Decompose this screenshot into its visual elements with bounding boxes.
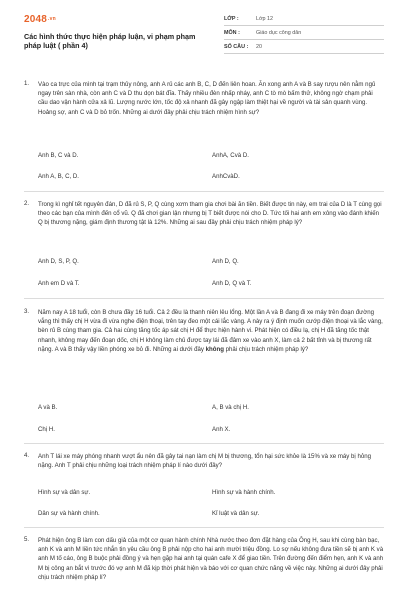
question-number: 4. bbox=[24, 452, 30, 459]
logo-suffix: .vn bbox=[48, 16, 56, 22]
question-text bbox=[38, 308, 384, 354]
count-value: 20 bbox=[256, 43, 262, 50]
divider bbox=[24, 191, 384, 192]
question-3-option-3[interactable]: Chị H. bbox=[38, 426, 55, 433]
question-1-option-1[interactable]: Anh B, C và D. bbox=[38, 152, 79, 159]
question-text: Anh T lái xe máy phóng nhanh vượt ẩu nên đã gây tai nạn làm chị M bị thương, tổn hại sức khỏe là 15% và xe máy bị hỏng nặng. Anh T phải chịu những loại trách nhiệm pháp lí nào dưới đây? bbox=[38, 453, 372, 470]
info-row-count bbox=[224, 40, 384, 54]
question-4-option-3[interactable]: Dân sự và hành chính. bbox=[38, 510, 100, 517]
divider bbox=[24, 527, 384, 528]
info-row-subject bbox=[224, 26, 384, 40]
class-value: Lớp 12 bbox=[256, 15, 274, 22]
question-text: Trong kì nghỉ tết nguyên đán, D đã rủ S, P, Q cùng xơm tham gia chơi bài ăn tiền. Biết được tin này, em trai của D là T cùng gọi theo các bạn của mình đến cổ vũ. Q đã chơi gian lận nhưng bị T biết được nói cho D. Tức tối hai anh em xông vào đánh khiến Q bị thương nặng, giám định thương tật là 12%. Những ai sau đây phải chịu trách nhiệm pháp lý? bbox=[38, 201, 382, 227]
question-text-part: phải chịu trách nhiệm pháp lý? bbox=[223, 345, 309, 353]
question-text-part: Năm nay A 18 tuổi, còn B chưa đầy 16 tuổi. Cả 2 đều là thanh niên lêu lổng. Một lần A và B đang đi xe máy trên đoạn đường vắng thì thấy chị H vừa đi vừa nghe điện thoại, trên tay đeo một cái lắc vàng. A này ra ý định muốn cướp điện thoại và lắc vàng, bèn rủ B cùng tham gia. Cả hai cùng tăng tốc áp sát chị H để thực hiện hành vi. Phát hiện có điều lạ, chị H đã tăng tốc thật nhanh, không may đến đoạn dốc, chị H không làm chủ được tay lái đã đâm xe vào anh X, làm cả 2 bất tỉnh và bị thương rất nặng. A và B thấy vậy liền phóng xe bỏ đi. Những ai dưới đây bbox=[38, 309, 383, 353]
question-emphasis: không bbox=[205, 345, 224, 353]
question-2-option-3[interactable]: Anh em D và T. bbox=[38, 280, 80, 287]
question-3-option-1[interactable]: A và B. bbox=[38, 404, 58, 411]
divider bbox=[24, 443, 384, 444]
subject-value: Giáo dục công dân bbox=[256, 29, 302, 36]
question-4-option-1[interactable]: Hình sự và dân sự. bbox=[38, 489, 91, 496]
info-row-class bbox=[224, 12, 384, 26]
question-number: 1. bbox=[24, 80, 30, 87]
question-number: 5. bbox=[24, 536, 30, 543]
question-1-option-4[interactable]: AnhCvàD. bbox=[212, 173, 240, 180]
question-1-option-3[interactable]: Anh A, B, C, D. bbox=[38, 173, 79, 180]
question-1-option-2[interactable]: AnhA, Cvà D. bbox=[212, 152, 249, 159]
info-table bbox=[224, 12, 384, 54]
worksheet-title: Các hình thức thực hiện pháp luận, vi phạm phạm pháp luật ( phần 4) bbox=[24, 32, 196, 50]
question-text: Phát hiện ông B làm con dấu giả của một cơ quan hành chính Nhà nước theo đơn đặt hàng của Ông H, sau khi cùng bàn bạc, anh K và anh M liền tức nhắn tin yêu cầu ông B phải nộp cho hai anh mười triệu đồng. Lo sợ nếu không đưa tiền sẽ bị anh K và anh M tố cáo, ông B buộc phải đồng ý và hẹn gặp hai anh tại quán cafe X để giao tiền. Trên đường đến điểm hẹn, anh K và anh M bị công an bắt vì trước đó vợ anh M đã kịp thời phát hiện và báo với cơ quan chức năng về việc này. Những ai dưới đây phải chịu trách nhiệm pháp lí? bbox=[38, 537, 384, 581]
question-2-option-1[interactable]: Anh D, S, P, Q. bbox=[38, 258, 79, 265]
question-3-option-2[interactable]: A, B và chị H. bbox=[212, 404, 249, 411]
question-2-option-4[interactable]: Anh D, Q và T. bbox=[212, 280, 252, 287]
question-4-option-4[interactable]: Kỉ luật và dân sự. bbox=[212, 510, 260, 517]
count-label: SỐ CÂU : bbox=[224, 43, 249, 50]
question-number: 3. bbox=[24, 308, 30, 315]
worksheet-header bbox=[0, 0, 400, 62]
subject-label: MÔN : bbox=[224, 29, 240, 36]
divider bbox=[24, 298, 384, 299]
question-3-option-4[interactable]: Anh X. bbox=[212, 426, 231, 433]
question-text: Vào ca trực của mình tại trạm thủy nông, anh A rủ các anh B, C, D đến liên hoan. Ăn xong anh A và B say rượu nên nằm ngủ ngay trên sàn nhà, còn anh C và D thu dọn bát đĩa. Thấy nhiều đèn nhấp nháy, anh C tò mò bấm thử, không ngờ chạm phải cầu dao vận hành cửa xả lũ. Lượng nước lớn, tốc độ xả nhanh đã gây ngập làm thiệt hại về người và tài sản quanh vùng. Hoảng sợ, anh C và D bỏ trốn. Những ai dưới đây phải chịu trách nhiệm hình sự? bbox=[38, 81, 376, 116]
logo-text: 2048 bbox=[24, 14, 48, 25]
question-2-option-2[interactable]: Anh D, Q. bbox=[212, 258, 239, 265]
question-4-option-2[interactable]: Hình sự và hành chính. bbox=[212, 489, 276, 496]
site-logo[interactable] bbox=[24, 14, 56, 25]
question-number: 2. bbox=[24, 200, 30, 207]
class-label: LỚP : bbox=[224, 15, 239, 22]
